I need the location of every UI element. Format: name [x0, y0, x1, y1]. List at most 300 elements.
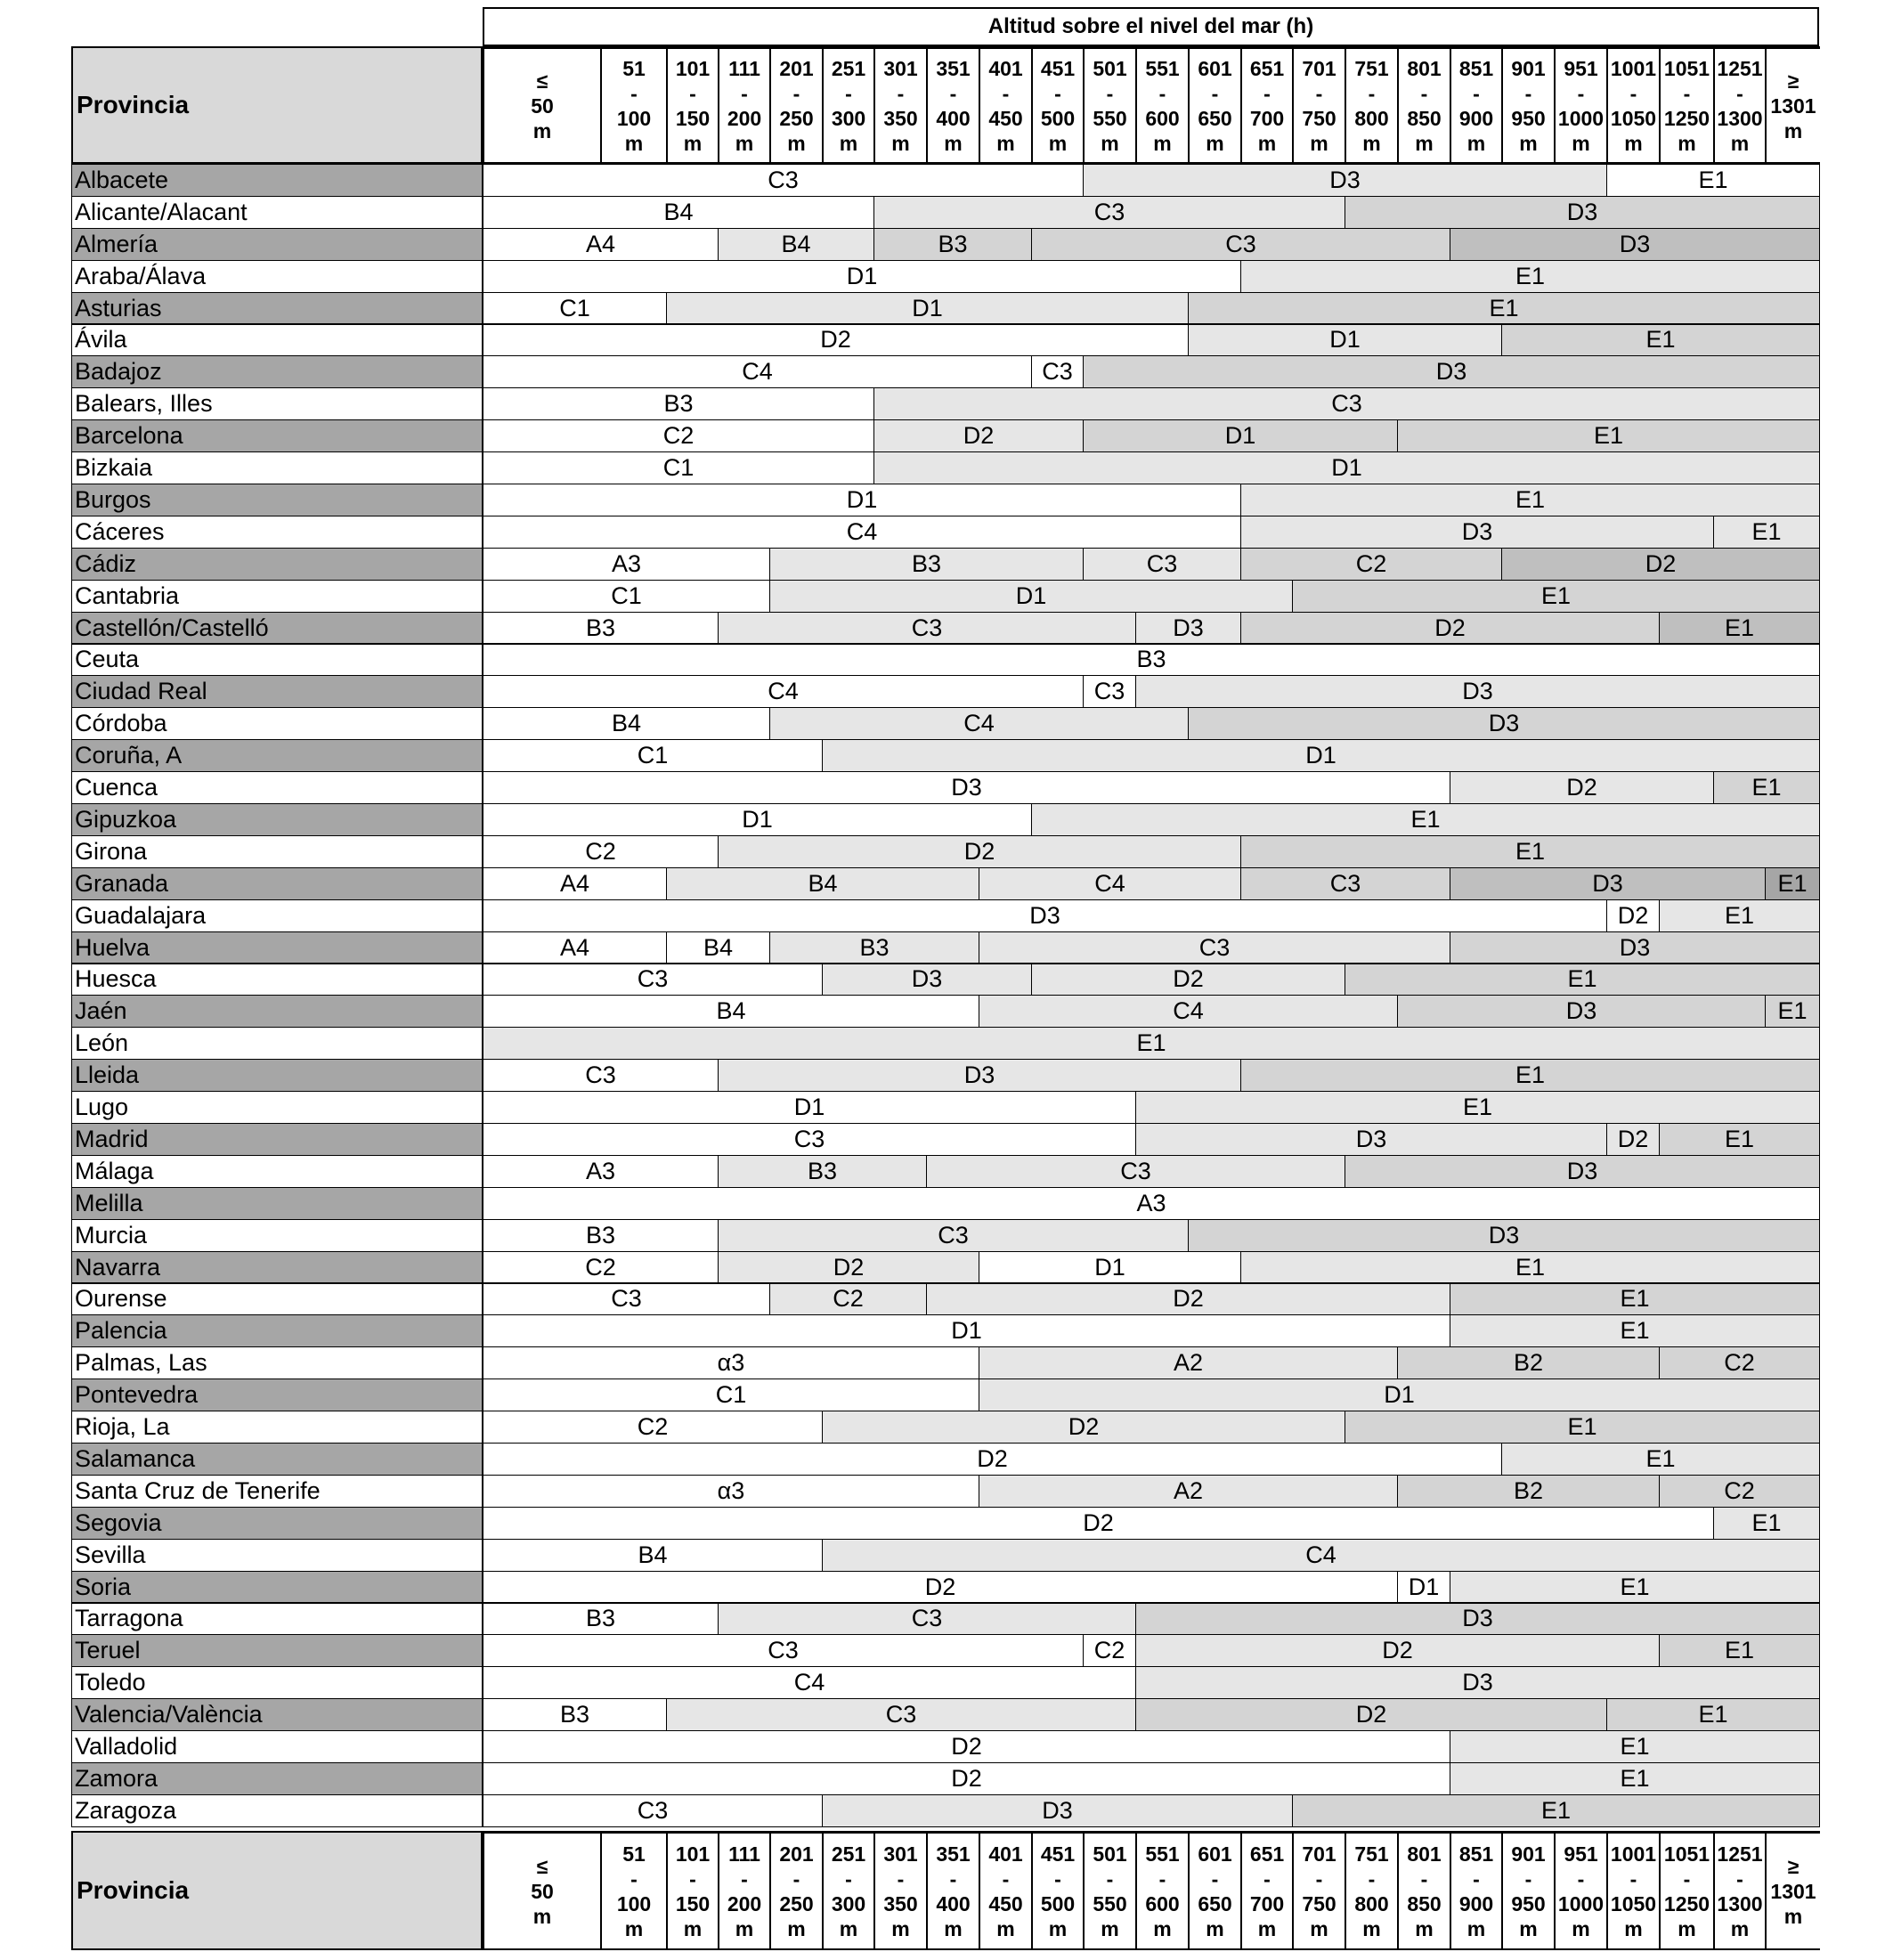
climate-zone-cell — [873, 451, 1820, 484]
province-name — [71, 1794, 483, 1827]
province-name — [71, 228, 483, 261]
climate-zone-cell — [483, 707, 770, 740]
province-name — [71, 1730, 483, 1763]
altitude-range-part: 51 — [622, 1842, 646, 1866]
climate-zone-cell — [666, 931, 770, 964]
climate-zone-label: D2 — [1083, 1509, 1114, 1536]
altitude-range-part: m — [1572, 131, 1590, 155]
altitude-range-part: 250 — [779, 106, 814, 130]
province-name-text: Cuenca — [75, 774, 158, 801]
climate-zone-cell — [483, 1379, 979, 1411]
climate-zone-label: C3 — [885, 1701, 917, 1728]
altitude-range-part: - — [1577, 1866, 1585, 1891]
climate-zone-cell — [718, 1219, 1189, 1252]
province-name-text: Cantabria — [75, 581, 180, 609]
climate-zone-cell — [979, 1346, 1398, 1379]
climate-zone-label: E1 — [1724, 1637, 1755, 1664]
climate-zone-label: D2 — [977, 1444, 1008, 1472]
altitude-range-part: - — [1368, 1866, 1376, 1891]
altitude-range-part: 851 — [1458, 1842, 1494, 1866]
climate-zone-label: D2 — [1566, 774, 1597, 801]
climate-zone-cell — [483, 1443, 1502, 1476]
climate-zone-label: C3 — [768, 166, 799, 193]
climate-zone-cell — [1450, 867, 1766, 900]
altitude-range-part: m — [891, 131, 910, 155]
climate-zone-label: D3 — [1329, 166, 1361, 193]
province-name-text: Gipuzkoa — [75, 805, 177, 833]
climate-zone-cell — [483, 1634, 1084, 1667]
climate-zone-label: E1 — [1515, 837, 1546, 865]
altitude-range-header-footer — [1188, 1831, 1240, 1950]
altitude-range-part: 901 — [1511, 56, 1546, 80]
climate-zone-label: C3 — [1198, 933, 1231, 961]
climate-zone-cell — [1083, 164, 1607, 197]
climate-zone-cell — [483, 1251, 719, 1284]
province-name — [71, 1603, 483, 1636]
climate-zone-label: D2 — [963, 837, 995, 865]
climate-zone-cell — [483, 324, 1189, 357]
altitude-range-header-footer — [822, 1831, 873, 1950]
climate-zone-label: E1 — [1540, 1796, 1572, 1824]
climate-zone-label: D2 — [1382, 1637, 1413, 1664]
climate-zone-cell — [1450, 1571, 1820, 1604]
climate-zone-cell — [1501, 1443, 1820, 1476]
altitude-range-part: 301 — [883, 56, 918, 80]
climate-zone-cell — [769, 1283, 927, 1316]
altitude-range-part: 1300 — [1717, 1891, 1763, 1915]
altitude-range-part: 701 — [1302, 1842, 1336, 1866]
climate-zone-cell — [1345, 1411, 1820, 1444]
climate-zone-cell — [483, 1794, 823, 1827]
climate-zone-label: C3 — [911, 614, 943, 641]
province-name-text: Bizkaia — [75, 454, 153, 482]
climate-zone-label: C4 — [963, 710, 995, 737]
altitude-range-part: 601 — [1198, 1842, 1232, 1866]
climate-zone-cell — [1031, 803, 1820, 836]
climate-zone-label: C1 — [662, 454, 695, 482]
climate-zone-cell — [718, 612, 1136, 645]
altitude-range-part: 901 — [1511, 1842, 1546, 1866]
climate-zone-label: A2 — [1173, 1349, 1204, 1377]
altitude-range-part: - — [1263, 81, 1271, 105]
province-name-text: Teruel — [75, 1637, 141, 1664]
province-name — [71, 292, 483, 325]
climate-zone-cell — [483, 1411, 823, 1444]
altitude-range-part: 1250 — [1663, 106, 1710, 130]
altitude-range-part: 201 — [779, 56, 814, 80]
province-name — [71, 1123, 483, 1156]
altitude-range-part: 650 — [1198, 106, 1232, 130]
altitude-range-part: 1001 — [1610, 1842, 1657, 1866]
climate-zone-cell — [1765, 867, 1820, 900]
altitude-range-part: m — [1519, 1916, 1538, 1940]
climate-zone-cell — [822, 964, 1032, 996]
altitude-range-part: 1301 — [1770, 1879, 1816, 1903]
climate-zone-label: C3 — [1120, 1157, 1151, 1184]
climate-zone-cell — [483, 1059, 719, 1092]
altitude-range-part: 400 — [936, 106, 971, 130]
province-header-text: Provincia — [77, 1876, 190, 1904]
altitude-range-header — [1031, 46, 1083, 164]
climate-zone-label: C2 — [833, 1285, 864, 1313]
climate-zone-cell — [666, 1698, 1136, 1731]
altitude-range-part: 51 — [622, 56, 646, 80]
climate-zone-label: C2 — [1724, 1476, 1755, 1504]
altitude-range-part: m — [1101, 1916, 1119, 1940]
altitude-range-part: 351 — [936, 56, 971, 80]
province-name-text: Araba/Álava — [75, 262, 207, 289]
climate-zone-cell — [822, 1794, 1293, 1827]
climate-zone-label: E1 — [1724, 614, 1755, 641]
province-name-text: Valladolid — [75, 1733, 178, 1761]
altitude-range-part: m — [996, 1916, 1015, 1940]
climate-zone-cell — [1188, 707, 1820, 740]
climate-zone-cell — [1713, 516, 1820, 549]
climate-zone-cell — [1397, 1346, 1660, 1379]
province-name-text: Toledo — [75, 1669, 146, 1696]
altitude-range-part: 851 — [1458, 56, 1494, 80]
altitude-range-part: - — [897, 81, 905, 105]
altitude-range-part: 1050 — [1610, 106, 1657, 130]
altitude-range-header-footer — [1554, 1831, 1606, 1950]
altitude-range-part: m — [735, 1916, 754, 1940]
climate-zone-cell — [1240, 835, 1820, 868]
climate-zone-cell — [1765, 995, 1820, 1028]
climate-zone-label: D3 — [1355, 1125, 1387, 1152]
altitude-range-header — [600, 46, 666, 164]
table-title-text: Altitud sobre el nivel del mar (h) — [987, 14, 1314, 38]
climate-zone-cell — [1188, 1219, 1820, 1252]
climate-zone-label: C2 — [1355, 549, 1387, 577]
altitude-range-header-footer — [979, 1831, 1031, 1950]
altitude-range-part: - — [1577, 81, 1585, 105]
climate-zone-label: B4 — [611, 710, 642, 737]
climate-zone-cell — [1450, 931, 1820, 964]
climate-zone-cell — [1135, 1123, 1607, 1156]
climate-zone-label: C3 — [938, 1221, 969, 1248]
climate-zone-label: E1 — [1515, 485, 1546, 513]
altitude-range-part: m — [1153, 1916, 1172, 1940]
climate-zone-label: B2 — [1513, 1476, 1544, 1504]
climate-zone-cell — [926, 1155, 1345, 1188]
altitude-range-part: - — [689, 81, 696, 105]
province-name-text: Guadalajara — [75, 901, 207, 929]
climate-zone-cell — [1606, 1123, 1660, 1156]
climate-zone-label: D3 — [1173, 614, 1204, 641]
province-name — [71, 1443, 483, 1476]
climate-zone-cell — [718, 1603, 1136, 1636]
climate-zone-label: B3 — [663, 390, 694, 418]
climate-zone-cell — [1240, 260, 1820, 293]
climate-zone-cell — [1240, 548, 1502, 581]
province-name-text: Coruña, A — [75, 742, 183, 769]
altitude-range-part: m — [839, 131, 858, 155]
province-name — [71, 964, 483, 996]
climate-zone-label: B3 — [859, 933, 890, 961]
climate-zone-label: C2 — [637, 1413, 669, 1441]
climate-zone-cell — [1713, 771, 1820, 804]
province-name — [71, 548, 483, 581]
altitude-range-part: 1001 — [1610, 56, 1657, 80]
climate-zone-cell — [769, 580, 1293, 613]
climate-zone-cell — [483, 1762, 1450, 1795]
altitude-range-part: 550 — [1093, 106, 1127, 130]
altitude-range-part: m — [1362, 1916, 1381, 1940]
altitude-range-part: - — [1420, 81, 1428, 105]
climate-zone-label: D2 — [963, 422, 995, 450]
altitude-range-part: m — [1362, 131, 1381, 155]
altitude-range-part: m — [1257, 1916, 1277, 1940]
climate-zone-label: E1 — [1645, 326, 1676, 354]
province-name — [71, 867, 483, 900]
province-name-text: Ávila — [75, 326, 127, 354]
altitude-range-part: 1301 — [1770, 94, 1816, 118]
climate-zone-cell — [483, 1091, 1136, 1124]
altitude-range-header-footer — [1765, 1831, 1820, 1950]
altitude-range-part: 400 — [936, 1891, 971, 1915]
province-name-text: Barcelona — [75, 422, 183, 450]
climate-zone-cell — [483, 292, 667, 325]
altitude-range-part: 750 — [1302, 1891, 1336, 1915]
climate-zone-cell — [1659, 899, 1820, 932]
climate-zone-label: C2 — [585, 837, 616, 865]
climate-zone-label: B4 — [663, 198, 694, 225]
climate-zone-cell — [483, 835, 719, 868]
altitude-range-part: - — [689, 1866, 696, 1891]
altitude-range-part: - — [630, 1866, 638, 1891]
altitude-range-part: 1051 — [1663, 56, 1710, 80]
province-header — [71, 46, 483, 164]
altitude-range-part: 401 — [988, 56, 1023, 80]
climate-zone-label: D2 — [951, 1733, 982, 1761]
altitude-range-part: 401 — [988, 1842, 1023, 1866]
climate-zone-cell — [483, 451, 874, 484]
climate-zone-cell — [1397, 1475, 1660, 1508]
climate-zone-label: D2 — [820, 326, 851, 354]
province-name-text: Santa Cruz de Tenerife — [75, 1476, 321, 1504]
altitude-range-part: 800 — [1354, 1891, 1389, 1915]
altitude-range-part: m — [1678, 131, 1696, 155]
altitude-range-part: 751 — [1354, 1842, 1389, 1866]
climate-zone-label: α3 — [717, 1349, 745, 1377]
climate-zone-label: C3 — [1225, 230, 1256, 257]
altitude-range-part: 1250 — [1663, 1891, 1710, 1915]
altitude-range-part: - — [792, 81, 800, 105]
climate-zone-cell — [1188, 324, 1502, 357]
province-name — [71, 739, 483, 772]
altitude-range-part: m — [532, 118, 552, 142]
altitude-range-part: - — [792, 1866, 800, 1891]
climate-zone-cell — [483, 899, 1607, 932]
altitude-range-part: m — [624, 1916, 644, 1940]
altitude-range-part: 1050 — [1610, 1891, 1657, 1915]
province-name — [71, 1283, 483, 1316]
climate-zone-cell — [1397, 419, 1820, 452]
climate-zone-cell — [1659, 1123, 1820, 1156]
altitude-range-part: 501 — [1093, 1842, 1127, 1866]
climate-zone-cell — [979, 931, 1450, 964]
altitude-range-header-footer — [1345, 1831, 1397, 1950]
climate-zone-label: C4 — [1094, 869, 1125, 897]
climate-zone-cell — [483, 1730, 1450, 1763]
climate-zone-cell — [483, 1698, 667, 1731]
climate-zone-label: E1 — [1620, 1764, 1650, 1792]
altitude-range-part: - — [1054, 81, 1061, 105]
altitude-range-part: m — [1048, 1916, 1068, 1940]
climate-zone-cell — [1659, 1634, 1820, 1667]
climate-zone-cell — [483, 612, 719, 645]
altitude-range-part: m — [1415, 131, 1434, 155]
climate-zone-label: C3 — [768, 1637, 799, 1664]
climate-zone-label: C3 — [585, 1061, 616, 1089]
climate-zone-cell — [1345, 196, 1820, 229]
climate-zone-label: D3 — [1619, 933, 1651, 961]
altitude-range-part: - — [741, 1866, 748, 1891]
altitude-range-part: m — [1572, 1916, 1590, 1940]
province-name — [71, 1314, 483, 1347]
province-name-text: Valencia/València — [75, 1701, 263, 1728]
altitude-range-part: 350 — [883, 1891, 918, 1915]
altitude-range-part: 750 — [1302, 106, 1336, 130]
climate-zone-cell — [873, 387, 1820, 420]
climate-zone-label: E1 — [1515, 262, 1546, 289]
altitude-range-part: 451 — [1040, 56, 1076, 80]
altitude-range-part: 551 — [1145, 1842, 1180, 1866]
climate-zone-label: E1 — [1724, 901, 1755, 929]
province-name-text: Jaén — [75, 997, 127, 1025]
altitude-range-part: 800 — [1354, 106, 1389, 130]
climate-zone-cell — [1397, 995, 1766, 1028]
altitude-range-header — [1397, 46, 1450, 164]
altitude-range-part: 451 — [1040, 1842, 1076, 1866]
altitude-range-part: - — [897, 1866, 905, 1891]
altitude-range-header — [483, 46, 600, 164]
altitude-range-header-footer — [1606, 1831, 1659, 1950]
climate-zone-cell — [1240, 867, 1450, 900]
climate-zone-label: A3 — [1136, 1189, 1166, 1216]
climate-zone-label: B3 — [807, 1157, 838, 1184]
altitude-range-part: - — [845, 1866, 852, 1891]
province-name — [71, 803, 483, 836]
climate-zone-label: D1 — [846, 485, 878, 513]
altitude-range-part: - — [1473, 1866, 1480, 1891]
climate-zone-cell — [483, 1507, 1714, 1540]
climate-zone-cell — [1659, 1346, 1820, 1379]
climate-zone-cell — [1240, 612, 1660, 645]
altitude-range-header-footer — [1501, 1831, 1554, 1950]
province-name-text: Murcia — [75, 1221, 148, 1248]
altitude-range-part: 450 — [988, 106, 1023, 130]
climate-zone-cell — [1135, 612, 1241, 645]
altitude-range-part: m — [1519, 131, 1538, 155]
climate-zone-label: D2 — [1645, 549, 1677, 577]
province-name-text: Almería — [75, 230, 158, 257]
climate-zone-label: E1 — [1567, 965, 1597, 993]
province-name-text: Segovia — [75, 1509, 162, 1536]
altitude-range-part: 751 — [1354, 56, 1389, 80]
altitude-range-part: ≥ — [1787, 69, 1800, 93]
altitude-range-part: 801 — [1407, 56, 1442, 80]
climate-zone-cell — [1135, 1634, 1660, 1667]
climate-zone-label: E1 — [1540, 581, 1572, 609]
climate-zone-cell — [979, 1379, 1820, 1411]
altitude-range-header — [822, 46, 873, 164]
altitude-range-header-footer — [1713, 1831, 1765, 1950]
altitude-range-part: 651 — [1249, 56, 1285, 80]
climate-zone-label: D2 — [1173, 1285, 1204, 1313]
province-name — [71, 707, 483, 740]
climate-zone-label: E1 — [1515, 1253, 1546, 1281]
altitude-range-header — [1450, 46, 1501, 164]
altitude-range-part: - — [1524, 81, 1532, 105]
climate-zone-label: C3 — [911, 1605, 943, 1632]
climate-zone-label: C1 — [611, 581, 642, 609]
province-name-text: Zamora — [75, 1764, 158, 1792]
climate-zone-cell — [979, 1475, 1398, 1508]
province-name-text: Badajoz — [75, 358, 162, 386]
climate-zone-label: D3 — [1566, 1157, 1598, 1184]
altitude-range-part: - — [1629, 1866, 1637, 1891]
province-name-text: Soria — [75, 1573, 132, 1600]
province-name-text: Ourense — [75, 1285, 167, 1313]
altitude-range-part: 201 — [779, 1842, 814, 1866]
province-name — [71, 1411, 483, 1444]
altitude-range-header-footer — [1397, 1831, 1450, 1950]
climate-zone-cell — [1659, 1475, 1820, 1508]
climate-zone-cell — [979, 995, 1398, 1028]
climate-zone-cell — [483, 867, 667, 900]
province-name-text: Palencia — [75, 1317, 167, 1345]
climate-zone-label: D2 — [1173, 965, 1204, 993]
climate-zone-cell — [1450, 1314, 1820, 1347]
climate-zone-cell — [1031, 355, 1084, 388]
climate-zone-cell — [822, 739, 1820, 772]
climate-zone-cell — [769, 931, 979, 964]
altitude-range-part: - — [1106, 1866, 1114, 1891]
climate-zone-cell — [1135, 1698, 1607, 1731]
altitude-range-part: m — [1730, 131, 1750, 155]
altitude-range-header-footer — [1450, 1831, 1501, 1950]
altitude-range-part: 100 — [616, 106, 652, 130]
altitude-range-part: 251 — [831, 1842, 866, 1866]
climate-zone-label: A4 — [559, 869, 590, 897]
climate-zone-cell — [483, 355, 1032, 388]
climate-zone-label: E1 — [1136, 1029, 1166, 1057]
climate-zone-label: E1 — [1777, 997, 1808, 1025]
altitude-range-part: 951 — [1564, 56, 1598, 80]
altitude-range-part: 951 — [1564, 1842, 1598, 1866]
climate-zone-cell — [769, 548, 1084, 581]
climate-zone-cell — [1292, 580, 1820, 613]
province-name — [71, 644, 483, 677]
altitude-range-part: - — [1315, 1866, 1323, 1891]
climate-zone-label: D3 — [1462, 1605, 1493, 1632]
altitude-range-part: ≤ — [536, 1854, 548, 1878]
altitude-range-part: 1251 — [1717, 56, 1763, 80]
climate-zone-cell — [979, 1251, 1241, 1284]
climate-zone-label: D1 — [951, 1317, 982, 1345]
climate-zone-cell — [483, 548, 770, 581]
altitude-range-part: m — [787, 1916, 806, 1940]
altitude-range-part: 150 — [675, 106, 711, 130]
climate-zone-cell — [483, 1155, 719, 1188]
climate-zone-label: D3 — [1565, 997, 1597, 1025]
climate-zone-cell — [1135, 1603, 1820, 1636]
altitude-range-part: - — [949, 81, 957, 105]
altitude-range-part: - — [1211, 81, 1219, 105]
altitude-range-header — [1659, 46, 1713, 164]
climate-zone-cell — [483, 1219, 719, 1252]
